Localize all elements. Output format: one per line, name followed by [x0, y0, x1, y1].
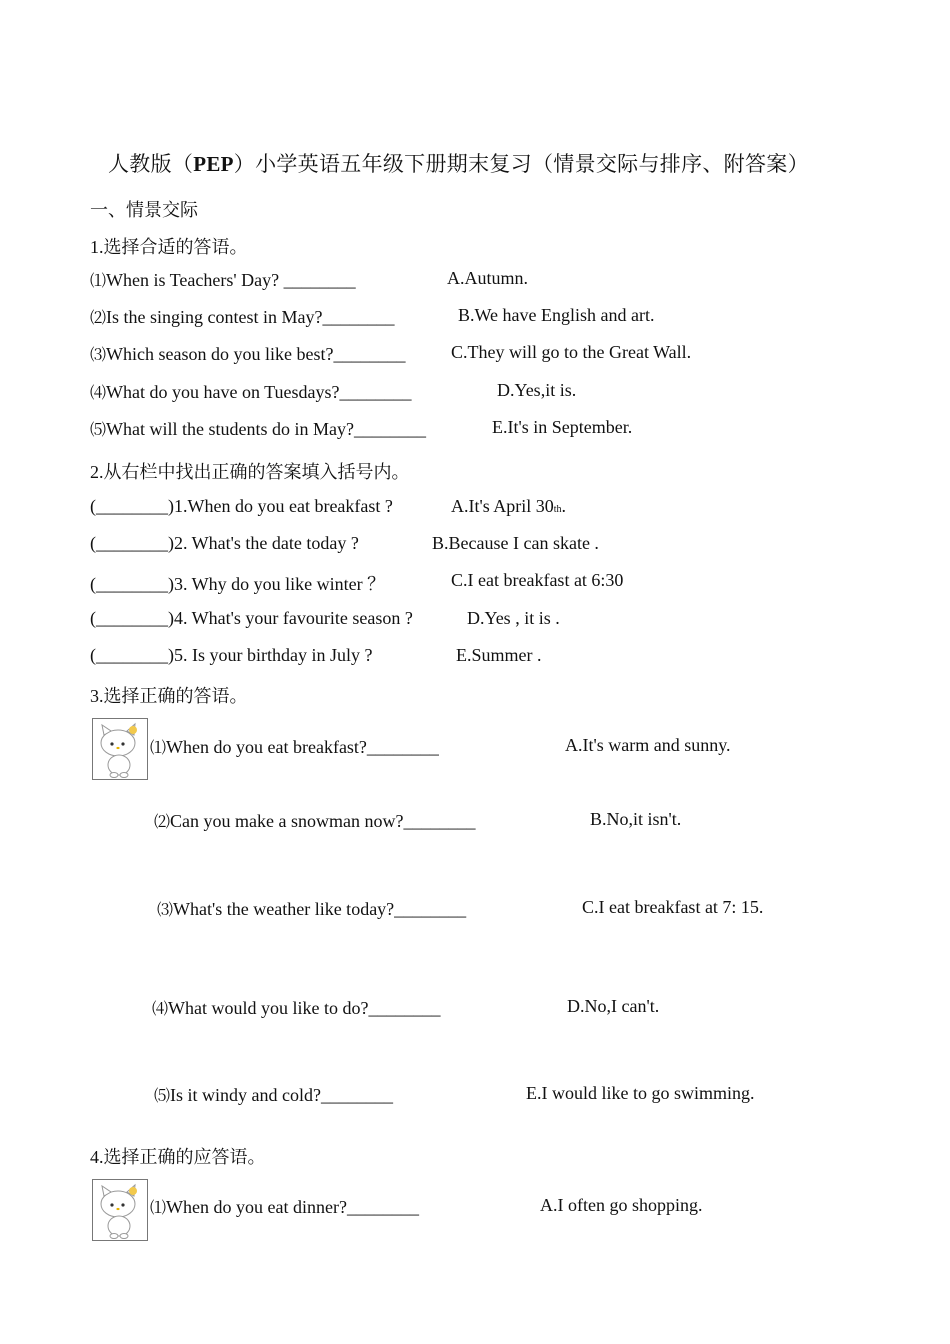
page-title: 人教版（PEP）小学英语五年级下册期末复习（情景交际与排序、附答案）: [108, 152, 809, 176]
q1-row-2: ⑵Is the singing contest in May?________: [90, 307, 395, 327]
q2-answer-b: B.Because I can skate .: [432, 533, 599, 553]
q3-answer-e: E.I would like to go swimming.: [526, 1083, 755, 1103]
section-heading: 一、情景交际: [90, 200, 198, 220]
q1-answer-c: C.They will go to the Great Wall.: [451, 342, 692, 362]
q1-answer-b: B.We have English and art.: [458, 305, 655, 325]
q1-row-1: ⑴When is Teachers' Day? ________: [90, 270, 356, 290]
hello-kitty-icon: [92, 718, 148, 780]
q2-row-4: (________)4. What's your favourite season ?: [90, 608, 413, 628]
hello-kitty-icon: [92, 1179, 148, 1241]
q3-row-3: ⑶What's the weather like today?________: [157, 899, 467, 919]
q3-row-4: ⑷What would you like to do?________: [152, 998, 441, 1018]
q1-row-4: ⑷What do you have on Tuesdays?________: [90, 382, 412, 402]
q1-answer-d: D.Yes,it is.: [497, 380, 577, 400]
question-1-heading: 1.选择合适的答语。: [90, 237, 248, 257]
q4-answer-a: A.I often go shopping.: [540, 1195, 703, 1215]
q3-row-1: ⑴When do you eat breakfast?________: [150, 737, 439, 757]
q2-row-2: (________)2. What's the date today ?: [90, 533, 359, 553]
q2-answer-e: E.Summer .: [456, 645, 542, 665]
question-2-heading: 2.从右栏中找出正确的答案填入括号内。: [90, 462, 410, 482]
q3-row-2: ⑵Can you make a snowman now?________: [154, 811, 476, 831]
q2-answer-c: C.I eat breakfast at 6:30: [451, 570, 624, 590]
q4-row-1: ⑴When do you eat dinner?________: [150, 1197, 419, 1217]
q3-answer-b: B.No,it isn't.: [590, 809, 682, 829]
q1-row-3: ⑶Which season do you like best?________: [90, 344, 406, 364]
q2-row-3: (________)3. Why do you like winter ？: [90, 574, 386, 594]
q2-row-1: (________)1.When do you eat breakfast ?: [90, 496, 393, 516]
question-4-heading: 4.选择正确的应答语。: [90, 1147, 266, 1167]
q1-answer-e: E.It's in September.: [492, 417, 633, 437]
q3-row-5: ⑸Is it windy and cold?________: [154, 1085, 393, 1105]
question-3-heading: 3.选择正确的答语。: [90, 686, 248, 706]
q1-row-5: ⑸What will the students do in May?________: [90, 419, 426, 439]
q3-answer-d: D.No,I can't.: [567, 996, 660, 1016]
q2-row-5: (________)5. Is your birthday in July ?: [90, 645, 373, 665]
q2-answer-a: A.It's April 30th.: [451, 496, 567, 516]
q3-answer-c: C.I eat breakfast at 7: 15.: [582, 897, 764, 917]
q2-answer-d: D.Yes , it is .: [467, 608, 560, 628]
q1-answer-a: A.Autumn.: [447, 268, 528, 288]
q3-answer-a: A.It's warm and sunny.: [565, 735, 731, 755]
